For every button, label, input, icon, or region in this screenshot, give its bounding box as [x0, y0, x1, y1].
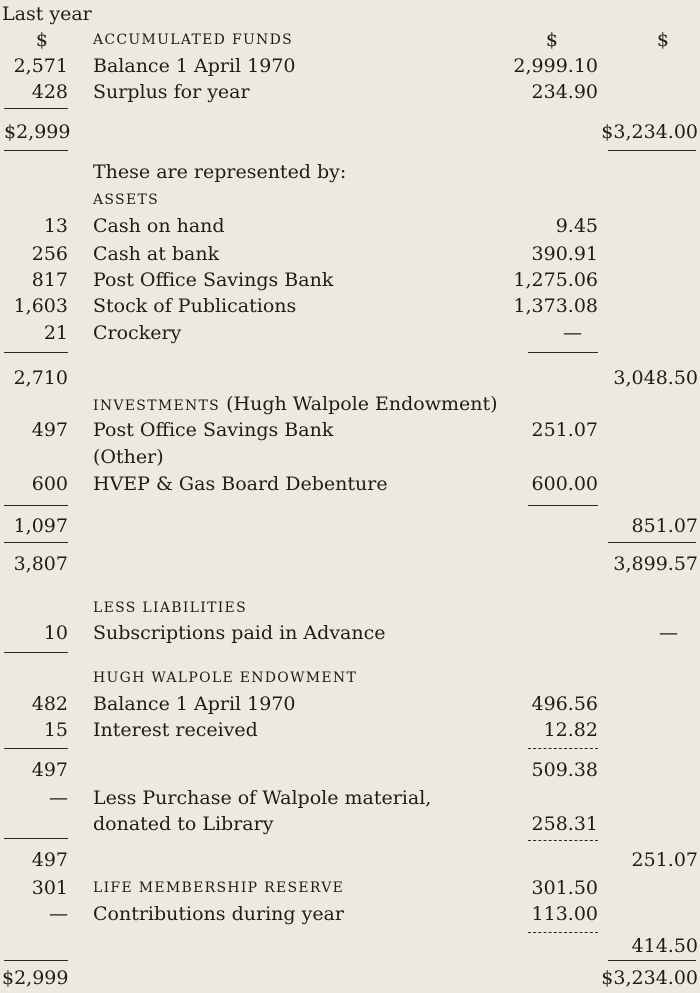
line-label: donated to Library: [93, 813, 274, 835]
asset-row: [0, 292, 700, 320]
asset-row: [0, 266, 700, 294]
accumulated-funds-heading: ACCUMULATED FUNDS: [93, 32, 294, 48]
line-label: Surplus for year: [93, 81, 250, 103]
last-year-value: 428: [31, 81, 68, 103]
investment-other-row: [0, 443, 700, 471]
grand-total: $3,234.00: [601, 967, 698, 989]
detail-value: 390.91: [531, 243, 598, 265]
last-year-value: 21: [43, 322, 68, 344]
line-label: Balance 1 April 1970: [93, 693, 296, 715]
last-year-value: 256: [31, 243, 68, 265]
life-total-row: [0, 932, 700, 960]
rule: [608, 150, 696, 151]
walpole-heading-row: [0, 664, 700, 692]
line-label: (Other): [93, 446, 164, 468]
final-total-row: [0, 964, 700, 992]
contributions-row: [0, 900, 700, 928]
detail-value: 9.45: [555, 215, 598, 237]
line-label: Post Office Savings Bank: [93, 269, 334, 291]
walpole-subtotal-row: [0, 756, 700, 784]
total-value: $3,234.00: [601, 121, 698, 143]
rule: [528, 352, 598, 353]
asset-row: [0, 212, 700, 240]
last-year-value: 13: [43, 215, 68, 237]
total-value: 3,899.57: [613, 553, 698, 575]
rule: [4, 960, 68, 961]
last-year-value: 1,603: [13, 295, 68, 317]
investments-total-row: [0, 512, 700, 540]
line-label: Balance 1 April 1970: [93, 55, 296, 77]
walpole-purchase-row: [0, 784, 700, 812]
line-label: Post Office Savings Bank: [93, 419, 334, 441]
line-label: Interest received: [93, 719, 258, 741]
detail-value: —: [563, 322, 582, 344]
column-header-row: [0, 0, 700, 28]
rule: [528, 840, 598, 841]
line-label: Less Purchase of Walpole material,: [93, 787, 432, 809]
total-value: 251.07: [631, 849, 698, 871]
life-membership-row: [0, 874, 700, 902]
investments-heading-row: [0, 390, 700, 418]
line-label: Crockery: [93, 322, 182, 344]
rule: [4, 652, 68, 653]
rule: [528, 505, 598, 506]
rule: [608, 542, 696, 543]
rule: [528, 748, 598, 749]
assets-total-row: [0, 364, 700, 392]
last-year-value: 301: [31, 877, 68, 899]
detail-value: 1,373.08: [513, 295, 598, 317]
detail-value: 301.50: [531, 877, 598, 899]
detail-value: 600.00: [531, 473, 598, 495]
investment-row: [0, 470, 700, 498]
detail-value: 113.00: [531, 903, 598, 925]
last-year-value: 497: [31, 849, 68, 871]
asset-row: [0, 319, 700, 347]
last-year-grand-total: $2,999: [2, 967, 69, 989]
grand-assets-row: [0, 550, 700, 578]
total-value: —: [659, 622, 678, 644]
detail-value: 234.90: [531, 81, 598, 103]
last-year-total: $2,999: [4, 121, 71, 143]
detail-value: 509.38: [531, 759, 598, 781]
walpole-interest-row: [0, 716, 700, 744]
surplus-row: [0, 78, 700, 106]
walpole-net-row: [0, 846, 700, 874]
walpole-balance-row: [0, 690, 700, 718]
detail-value: 12.82: [543, 719, 598, 741]
represented-by-text: These are represented by:: [93, 161, 347, 183]
rule: [4, 352, 68, 353]
line-label: HVEP & Gas Board Debenture: [93, 473, 388, 495]
detail-value: 2,999.10: [513, 55, 598, 77]
last-year-value: 497: [31, 419, 68, 441]
line-label: Stock of Publications: [93, 295, 297, 317]
total-value: 3,048.50: [613, 367, 698, 389]
line-label: Cash on hand: [93, 215, 225, 237]
detail-value: 1,275.06: [513, 269, 598, 291]
last-year-value: 2,571: [13, 55, 68, 77]
life-membership-heading: LIFE MEMBERSHIP RESERVE: [93, 880, 345, 896]
last-year-total: 2,710: [13, 367, 68, 389]
last-year-value: 817: [31, 269, 68, 291]
assets-heading: ASSETS: [93, 192, 159, 208]
assets-heading-row: [0, 186, 700, 214]
rule: [4, 748, 68, 749]
rule: [4, 505, 68, 506]
walpole-heading: HUGH WALPOLE ENDOWMENT: [93, 670, 358, 686]
total-value: 851.07: [631, 515, 698, 537]
investment-row: [0, 416, 700, 444]
detail-value: 258.31: [531, 813, 598, 835]
investments-heading-caps: INVESTMENTS: [93, 398, 221, 414]
last-year-header: Last year: [2, 3, 92, 25]
rule: [608, 960, 696, 961]
last-year-value: 600: [31, 473, 68, 495]
detail-value: 251.07: [531, 419, 598, 441]
total-value: 414.50: [631, 935, 698, 957]
investments-heading-rest: (Hugh Walpole Endowment): [226, 393, 498, 415]
accumulated-funds-heading-row: [0, 26, 700, 54]
walpole-purchase-row-2: [0, 810, 700, 838]
last-year-value: —: [49, 787, 68, 809]
dollar-header-total: $: [656, 29, 669, 51]
rule: [4, 542, 68, 543]
asset-row: [0, 240, 700, 268]
dollar-header-detail: $: [545, 29, 558, 51]
liabilities-heading-row: [0, 594, 700, 622]
last-year-value: 482: [31, 693, 68, 715]
rule: [4, 150, 68, 151]
rule: [4, 838, 68, 839]
last-year-value: 497: [31, 759, 68, 781]
subscriptions-row: [0, 619, 700, 647]
liabilities-heading: LESS LIABILITIES: [93, 600, 247, 616]
line-label: Contributions during year: [93, 903, 344, 925]
line-label: Cash at bank: [93, 243, 220, 265]
last-year-value: 15: [43, 719, 68, 741]
last-year-total: 1,097: [13, 515, 68, 537]
last-year-value: —: [49, 903, 68, 925]
detail-value: 496.56: [531, 693, 598, 715]
accumulated-total-row: [0, 118, 700, 146]
line-label: Subscriptions paid in Advance: [93, 622, 386, 644]
rule: [4, 108, 68, 109]
represented-by-row: [0, 158, 700, 186]
last-year-value: 10: [43, 622, 68, 644]
dollar-header-last-year: $: [35, 29, 48, 51]
last-year-total: 3,807: [13, 553, 68, 575]
balance-row: [0, 52, 700, 80]
